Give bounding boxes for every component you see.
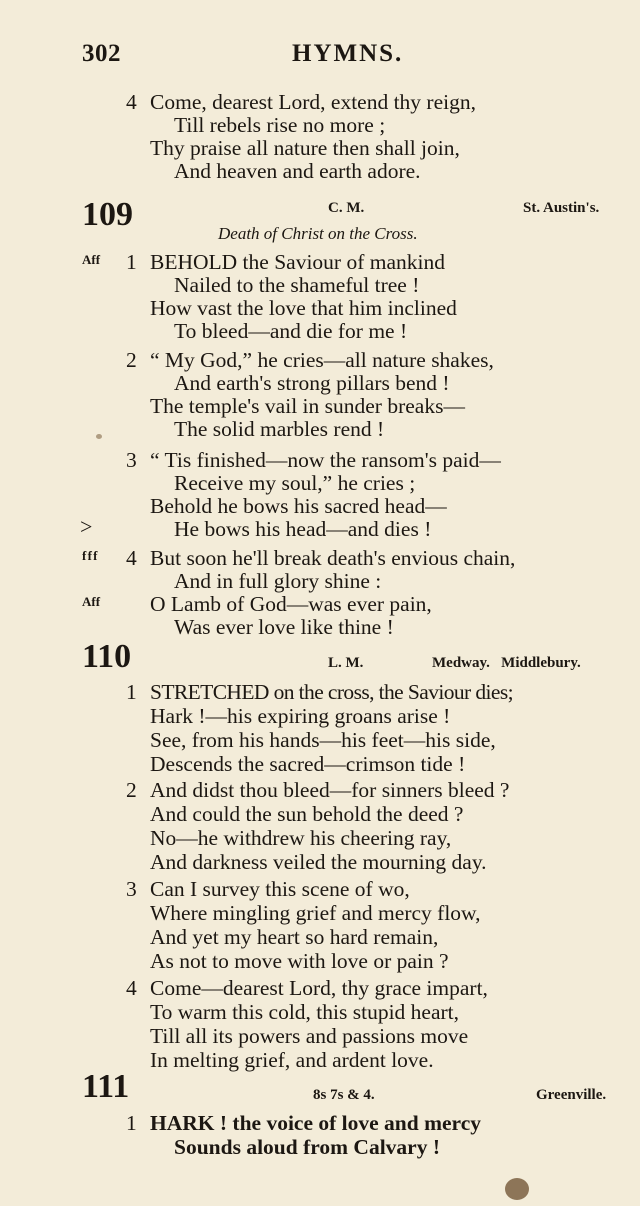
verse-line: And darkness veiled the mourning day.: [150, 850, 487, 874]
verse-line: No—he withdrew his cheering ray,: [150, 826, 452, 850]
verse-number: 3: [126, 877, 137, 901]
hymn-meter: L. M.: [328, 655, 364, 671]
hymn-subtitle: Death of Christ on the Cross.: [218, 224, 418, 243]
page-header: [0, 40, 640, 70]
verse-line: Come, dearest Lord, extend thy reign,: [150, 90, 476, 114]
verse-line: Descends the sacred—crimson tide !: [150, 752, 466, 776]
verse-line: And didst thou bleed—for sinners bleed ?: [150, 778, 510, 802]
verse-line: STRETCHED on the cross, the Saviour dies;: [150, 680, 513, 704]
verse-line: But soon he'll break death's envious chain,: [150, 546, 516, 570]
hymn-number: 110: [82, 638, 132, 675]
running-title: HYMNS.: [292, 40, 404, 67]
verse-line: Thy praise all nature then shall join,: [150, 136, 460, 160]
verse-number: 3: [126, 448, 137, 472]
verse-line: BEHOLD the Saviour of mankind: [150, 250, 445, 274]
tune-name: St. Austin's.: [523, 200, 600, 216]
verse-line: Come—dearest Lord, thy grace impart,: [150, 976, 488, 1000]
verse-line: The temple's vail in sunder breaks—: [150, 394, 465, 418]
verse-line: And heaven and earth adore.: [174, 159, 421, 183]
ink-spot: [96, 434, 102, 439]
verse-line: O Lamb of God—was ever pain,: [150, 592, 432, 616]
verse-line: Was ever love like thine !: [174, 615, 394, 639]
verse-line: Nailed to the shameful tree !: [174, 273, 420, 297]
dynamic-mark: f f f: [82, 548, 97, 563]
verse-line: Till all its powers and passions move: [150, 1024, 469, 1048]
verse-line: How vast the love that him inclined: [150, 296, 457, 320]
verse-number: 2: [126, 348, 137, 372]
verse-line: Can I survey this scene of wo,: [150, 877, 410, 901]
verse-line: See, from his hands—his feet—his side,: [150, 728, 496, 752]
verse-number: 1: [126, 250, 137, 274]
verse-line: Hark !—his expiring groans arise !: [150, 704, 451, 728]
ink-spot: [505, 1178, 529, 1200]
verse-line: He bows his head—and dies !: [174, 517, 432, 541]
verse-number: 4: [126, 976, 137, 1000]
verse-line: HARK ! the voice of love and mercy: [150, 1111, 481, 1135]
hymn-meter: C. M.: [328, 200, 365, 216]
verse-number: 1: [126, 680, 137, 704]
verse-line: To bleed—and die for me !: [174, 319, 408, 343]
verse-line: Receive my soul,” he cries ;: [174, 471, 416, 495]
dynamic-mark: Aff: [82, 594, 101, 609]
verse-line: “ My God,” he cries—all nature shakes,: [150, 348, 494, 372]
hymn-number: 109: [82, 196, 133, 233]
hymn-meter: 8s 7s & 4.: [313, 1087, 375, 1103]
verse-line: In melting grief, and ardent love.: [150, 1048, 434, 1072]
verse-line: Where mingling grief and mercy flow,: [150, 901, 481, 925]
verse-line: And yet my heart so hard remain,: [150, 925, 439, 949]
verse-number: 4: [126, 546, 137, 570]
verse-line: And earth's strong pillars bend !: [174, 371, 450, 395]
verse-line: Till rebels rise no more ;: [174, 113, 386, 137]
hymn-number: 111: [82, 1068, 130, 1105]
verse-number: 4: [126, 90, 137, 114]
dynamic-mark: Aff: [82, 252, 101, 267]
verse-line: Sounds aloud from Calvary !: [174, 1135, 441, 1159]
verse-line: And in full glory shine :: [174, 569, 382, 593]
verse-number: 2: [126, 778, 137, 802]
page-number: 302: [82, 40, 121, 67]
tune-name: Medway. Middlebury.: [432, 655, 581, 671]
verse-line: The solid marbles rend !: [174, 417, 385, 441]
verse-line: “ Tis finished—now the ransom's paid—: [150, 448, 501, 472]
accent-mark: >: [80, 514, 93, 539]
tune-name: Greenville.: [536, 1087, 607, 1103]
verse-line: As not to move with love or pain ?: [150, 949, 449, 973]
verse-number: 1: [126, 1111, 137, 1135]
verse-line: And could the sun behold the deed ?: [150, 802, 464, 826]
verse-line: To warm this cold, this stupid heart,: [150, 1000, 460, 1024]
verse-line: Behold he bows his sacred head—: [150, 494, 447, 518]
